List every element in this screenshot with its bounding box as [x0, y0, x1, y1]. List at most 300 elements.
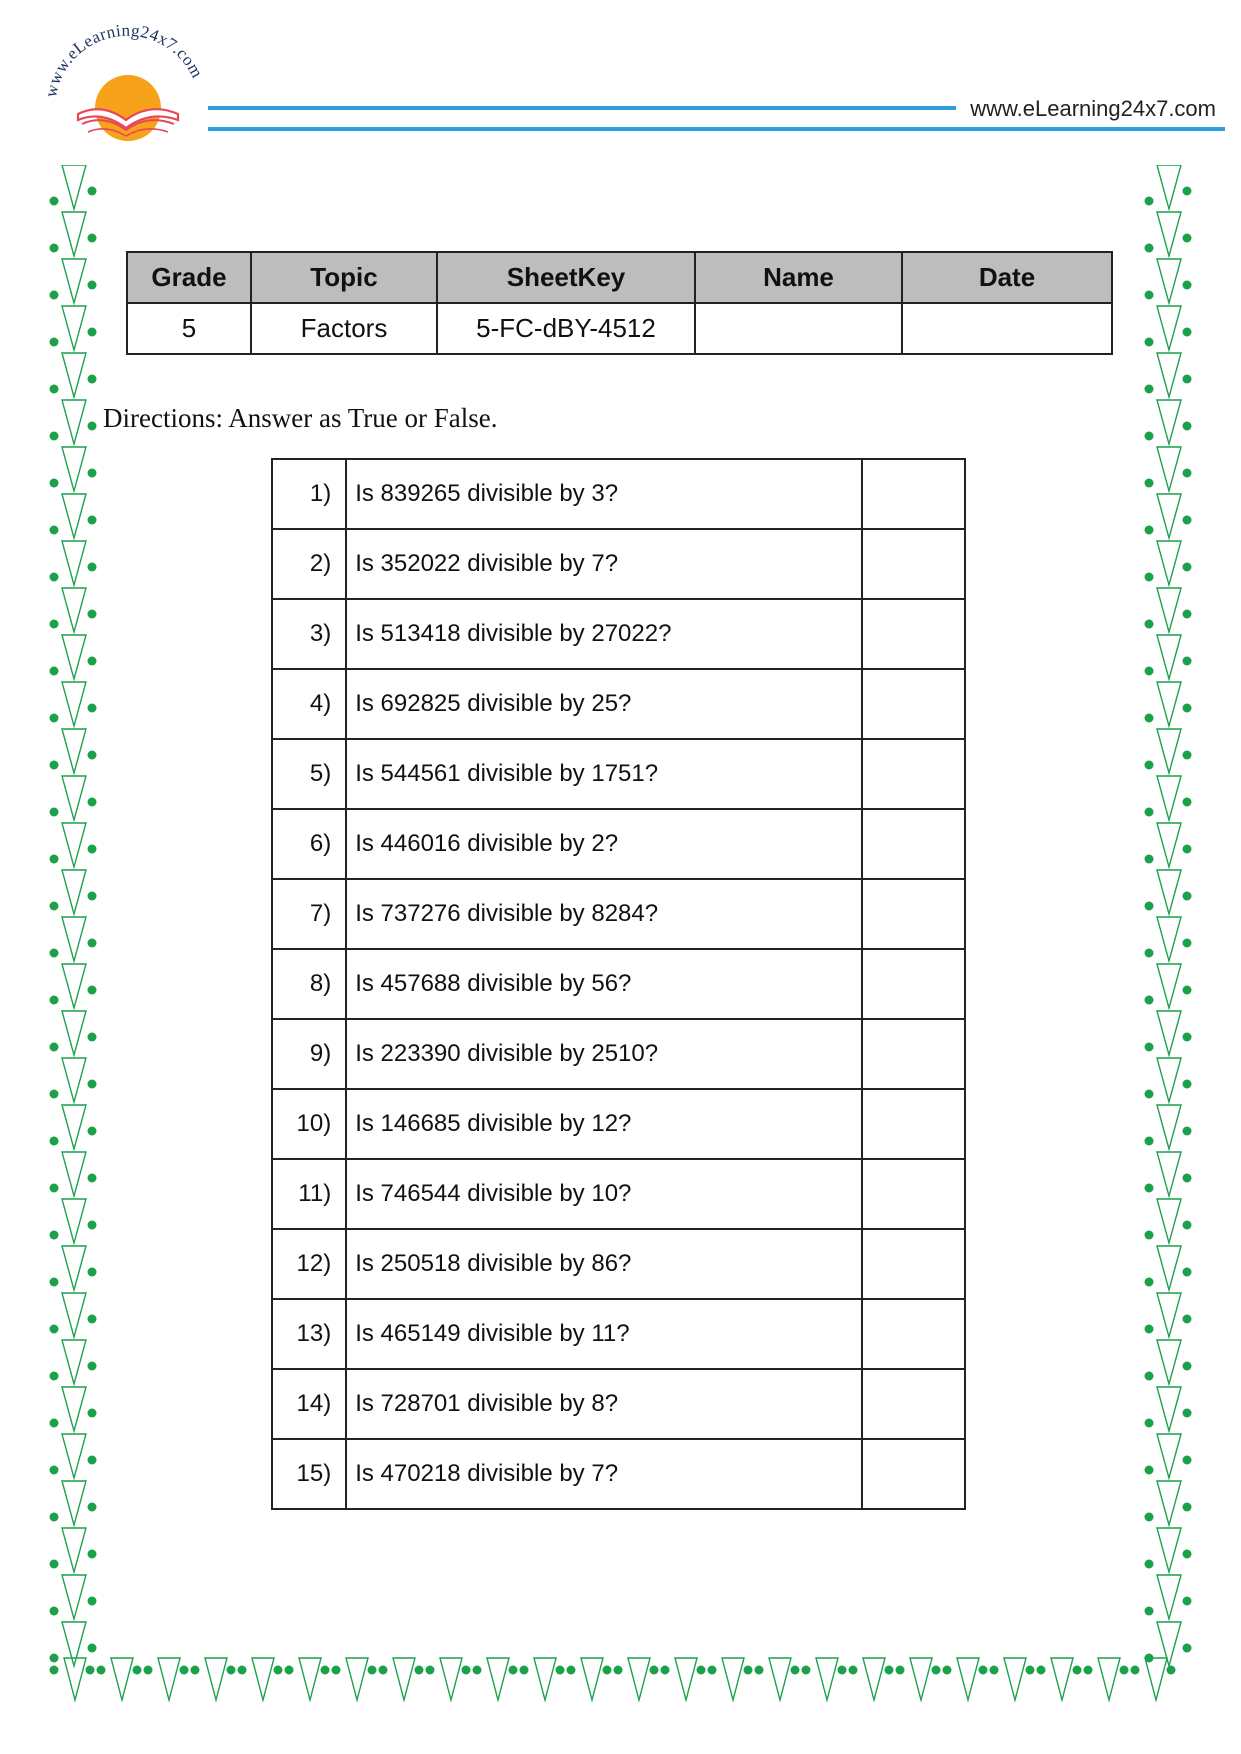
border-dot — [1183, 1503, 1192, 1512]
border-triangle — [1157, 259, 1181, 303]
border-dot — [133, 1666, 142, 1675]
border-dot — [50, 761, 59, 770]
border-dot — [1145, 1137, 1154, 1146]
border-dot — [50, 1043, 59, 1052]
border-triangle — [62, 165, 86, 209]
border-dot — [50, 244, 59, 253]
border-dot — [50, 1666, 59, 1675]
question-number: 8) — [272, 949, 346, 1019]
border-dot — [88, 187, 97, 196]
question-text: Is 692825 divisible by 25? — [346, 669, 861, 739]
answer-box[interactable] — [862, 739, 965, 809]
border-dot — [1167, 1666, 1176, 1675]
border-triangle — [1157, 1340, 1181, 1384]
border-dot — [1183, 516, 1192, 525]
border-dot — [50, 1419, 59, 1428]
border-triangle — [64, 1658, 86, 1700]
border-dot — [50, 385, 59, 394]
border-dot — [88, 1174, 97, 1183]
border-dot — [1183, 1597, 1192, 1606]
border-triangle — [62, 1528, 86, 1572]
border-triangle — [1157, 1293, 1181, 1337]
border-dot — [697, 1666, 706, 1675]
border-dot — [1183, 1127, 1192, 1136]
border-dot — [1073, 1666, 1082, 1675]
answer-box[interactable] — [862, 809, 965, 879]
border-dot — [88, 375, 97, 384]
question-text: Is 746544 divisible by 10? — [346, 1159, 861, 1229]
border-triangle — [62, 1434, 86, 1478]
answer-box[interactable] — [862, 879, 965, 949]
border-dot — [1037, 1666, 1046, 1675]
question-row — [272, 669, 965, 739]
topic-value: Factors — [251, 303, 437, 354]
border-dot — [1145, 667, 1154, 676]
border-triangle — [62, 400, 86, 444]
border-dot — [1183, 187, 1192, 196]
border-dot — [1183, 234, 1192, 243]
border-dot — [744, 1666, 753, 1675]
border-dot — [1084, 1666, 1093, 1675]
border-dot — [97, 1666, 106, 1675]
border-dot — [50, 714, 59, 723]
question-row — [272, 949, 965, 1019]
question-number: 10) — [272, 1089, 346, 1159]
border-dot — [191, 1666, 200, 1675]
decorative-border-left — [46, 165, 102, 1705]
border-triangle — [1157, 823, 1181, 867]
border-triangle — [1098, 1658, 1120, 1700]
border-dot — [567, 1666, 576, 1675]
question-row — [272, 1019, 965, 1089]
border-dot — [614, 1666, 623, 1675]
border-dot — [1120, 1666, 1129, 1675]
border-triangle — [62, 494, 86, 538]
border-triangle — [62, 964, 86, 1008]
border-dot — [1145, 761, 1154, 770]
border-dot — [1183, 657, 1192, 666]
border-triangle — [628, 1658, 650, 1700]
date-header: Date — [902, 252, 1112, 303]
questions-table — [271, 458, 966, 1510]
border-dot — [50, 667, 59, 676]
border-triangle — [62, 776, 86, 820]
border-dot — [50, 1184, 59, 1193]
border-dot — [50, 1090, 59, 1099]
border-triangle — [62, 1199, 86, 1243]
border-triangle — [1157, 776, 1181, 820]
border-triangle — [1145, 1658, 1167, 1700]
border-dot — [321, 1666, 330, 1675]
question-text: Is 513418 divisible by 27022? — [346, 599, 861, 669]
answer-box[interactable] — [862, 1019, 965, 1089]
border-dot — [88, 563, 97, 572]
border-dot — [88, 986, 97, 995]
border-triangle — [1157, 1246, 1181, 1290]
border-dot — [88, 469, 97, 478]
border-triangle — [62, 306, 86, 350]
question-row — [272, 599, 965, 669]
question-text: Is 465149 divisible by 11? — [346, 1299, 861, 1369]
border-triangle — [957, 1658, 979, 1700]
question-number: 15) — [272, 1439, 346, 1509]
question-row — [272, 1299, 965, 1369]
border-dot — [1145, 573, 1154, 582]
border-dot — [1145, 949, 1154, 958]
answer-box[interactable] — [862, 599, 965, 669]
border-dot — [88, 1221, 97, 1230]
border-dot — [88, 939, 97, 948]
border-dot — [791, 1666, 800, 1675]
question-text: Is 146685 divisible by 12? — [346, 1089, 861, 1159]
border-dot — [520, 1666, 529, 1675]
border-dot — [650, 1666, 659, 1675]
border-dot — [88, 751, 97, 760]
border-triangle — [1157, 1152, 1181, 1196]
question-text: Is 737276 divisible by 8284? — [346, 879, 861, 949]
border-dot — [1183, 939, 1192, 948]
question-row — [272, 879, 965, 949]
question-text: Is 839265 divisible by 3? — [346, 459, 861, 529]
border-dot — [50, 808, 59, 817]
border-dot — [88, 1033, 97, 1042]
border-dot — [50, 620, 59, 629]
border-dot — [50, 1278, 59, 1287]
question-number: 12) — [272, 1229, 346, 1299]
date-field[interactable] — [902, 303, 1112, 354]
border-triangle — [62, 1387, 86, 1431]
border-dot — [144, 1666, 153, 1675]
question-row — [272, 1369, 965, 1439]
border-dot — [88, 1597, 97, 1606]
question-text: Is 250518 divisible by 86? — [346, 1229, 861, 1299]
border-dot — [1183, 751, 1192, 760]
border-dot — [1145, 1513, 1154, 1522]
border-dot — [50, 1513, 59, 1522]
border-triangle — [62, 259, 86, 303]
border-dot — [1145, 1560, 1154, 1569]
border-triangle — [910, 1658, 932, 1700]
border-dot — [50, 949, 59, 958]
border-dot — [1183, 1456, 1192, 1465]
border-dot — [990, 1666, 999, 1675]
border-triangle — [1157, 212, 1181, 256]
question-number: 11) — [272, 1159, 346, 1229]
border-dot — [1145, 385, 1154, 394]
grade-header: Grade — [127, 252, 251, 303]
border-dot — [1145, 808, 1154, 817]
border-dot — [1145, 1043, 1154, 1052]
border-triangle — [1157, 1575, 1181, 1619]
border-dot — [50, 479, 59, 488]
border-triangle — [1157, 1387, 1181, 1431]
border-dot — [50, 1372, 59, 1381]
border-dot — [943, 1666, 952, 1675]
border-triangle — [1157, 1058, 1181, 1102]
question-number: 9) — [272, 1019, 346, 1089]
border-dot — [1183, 1550, 1192, 1559]
border-dot — [1131, 1666, 1140, 1675]
border-dot — [509, 1666, 518, 1675]
border-dot — [1145, 1231, 1154, 1240]
topic-header: Topic — [251, 252, 437, 303]
border-dot — [1145, 526, 1154, 535]
border-dot — [88, 1315, 97, 1324]
border-dot — [285, 1666, 294, 1675]
question-row — [272, 739, 965, 809]
answer-box[interactable] — [862, 669, 965, 739]
border-dot — [50, 996, 59, 1005]
question-number: 2) — [272, 529, 346, 599]
sheetkey-header: SheetKey — [437, 252, 695, 303]
border-dot — [88, 1409, 97, 1418]
border-dot — [1145, 244, 1154, 253]
border-dot — [979, 1666, 988, 1675]
border-dot — [50, 1137, 59, 1146]
border-dot — [88, 1456, 97, 1465]
border-triangle — [1157, 917, 1181, 961]
question-number: 4) — [272, 669, 346, 739]
border-triangle — [1157, 1434, 1181, 1478]
border-dot — [1145, 1607, 1154, 1616]
border-triangle — [62, 588, 86, 632]
border-dot — [1183, 1080, 1192, 1089]
elearning-logo — [40, 20, 220, 150]
border-dot — [50, 1231, 59, 1240]
info-header-row — [127, 252, 1112, 303]
border-dot — [88, 798, 97, 807]
border-dot — [1145, 1372, 1154, 1381]
border-triangle — [1157, 1528, 1181, 1572]
border-triangle — [62, 353, 86, 397]
border-dot — [88, 1080, 97, 1089]
border-dot — [50, 291, 59, 300]
border-dot — [50, 197, 59, 206]
border-dot — [1183, 798, 1192, 807]
border-triangle — [62, 1058, 86, 1102]
border-triangle — [1157, 588, 1181, 632]
border-dot — [50, 1466, 59, 1475]
border-triangle — [769, 1658, 791, 1700]
border-triangle — [62, 870, 86, 914]
answer-box[interactable] — [862, 1439, 965, 1509]
border-dot — [1145, 291, 1154, 300]
question-text: Is 544561 divisible by 1751? — [346, 739, 861, 809]
border-dot — [50, 573, 59, 582]
border-dot — [88, 281, 97, 290]
border-dot — [802, 1666, 811, 1675]
border-triangle — [62, 1011, 86, 1055]
border-dot — [1145, 1466, 1154, 1475]
border-dot — [1183, 1362, 1192, 1371]
border-triangle — [1157, 1199, 1181, 1243]
border-dot — [1183, 281, 1192, 290]
answer-box[interactable] — [862, 949, 965, 1019]
border-dot — [86, 1666, 95, 1675]
border-triangle — [205, 1658, 227, 1700]
border-dot — [50, 432, 59, 441]
border-triangle — [62, 1575, 86, 1619]
border-dot — [88, 1550, 97, 1559]
border-triangle — [299, 1658, 321, 1700]
border-dot — [1145, 197, 1154, 206]
border-dot — [368, 1666, 377, 1675]
border-triangle — [1157, 870, 1181, 914]
question-row — [272, 459, 965, 529]
border-triangle — [1157, 729, 1181, 773]
border-dot — [88, 1503, 97, 1512]
border-triangle — [1157, 306, 1181, 350]
question-text: Is 728701 divisible by 8? — [346, 1369, 861, 1439]
border-triangle — [1157, 353, 1181, 397]
border-dot — [1145, 1184, 1154, 1193]
question-text: Is 223390 divisible by 2510? — [346, 1019, 861, 1089]
border-dot — [755, 1666, 764, 1675]
answer-box[interactable] — [862, 529, 965, 599]
border-triangle — [1157, 1481, 1181, 1525]
border-triangle — [252, 1658, 274, 1700]
answer-box[interactable] — [862, 1299, 965, 1369]
question-text: Is 446016 divisible by 2? — [346, 809, 861, 879]
border-triangle — [863, 1658, 885, 1700]
border-dot — [1183, 328, 1192, 337]
border-triangle — [1157, 682, 1181, 726]
border-dot — [1183, 845, 1192, 854]
answer-box[interactable] — [862, 459, 965, 529]
border-dot — [379, 1666, 388, 1675]
border-dot — [849, 1666, 858, 1675]
border-dot — [896, 1666, 905, 1675]
border-triangle — [62, 541, 86, 585]
border-triangle — [62, 212, 86, 256]
border-dot — [227, 1666, 236, 1675]
border-dot — [1145, 479, 1154, 488]
border-triangle — [111, 1658, 133, 1700]
border-triangle — [62, 447, 86, 491]
border-dot — [838, 1666, 847, 1675]
border-dot — [180, 1666, 189, 1675]
answer-box[interactable] — [862, 1369, 965, 1439]
border-triangle — [1157, 635, 1181, 679]
site-url[interactable]: www.eLearning24x7.com — [970, 96, 1216, 121]
border-dot — [1145, 714, 1154, 723]
border-dot — [1183, 1174, 1192, 1183]
border-triangle — [62, 729, 86, 773]
border-dot — [50, 855, 59, 864]
border-dot — [1145, 338, 1154, 347]
border-dot — [1183, 892, 1192, 901]
border-dot — [88, 704, 97, 713]
border-triangle — [1157, 494, 1181, 538]
question-text: Is 457688 divisible by 56? — [346, 949, 861, 1019]
border-dot — [1183, 704, 1192, 713]
question-text: Is 470218 divisible by 7? — [346, 1439, 861, 1509]
question-row — [272, 1439, 965, 1509]
decorative-border-right — [1141, 165, 1197, 1705]
border-dot — [1145, 1325, 1154, 1334]
border-dot — [50, 1607, 59, 1616]
border-dot — [88, 516, 97, 525]
border-triangle — [62, 823, 86, 867]
border-triangle — [62, 635, 86, 679]
border-dot — [473, 1666, 482, 1675]
question-row — [272, 529, 965, 599]
svg-text:www.eLearning24x7.com: www.eLearning24x7.com — [41, 20, 207, 99]
border-dot — [1145, 996, 1154, 1005]
border-dot — [556, 1666, 565, 1675]
directions-text: Directions: Answer as True or False. — [103, 403, 498, 433]
border-triangle — [1157, 400, 1181, 444]
name-field[interactable] — [695, 303, 902, 354]
border-triangle — [675, 1658, 697, 1700]
border-triangle — [158, 1658, 180, 1700]
question-row — [272, 1159, 965, 1229]
border-dot — [1183, 375, 1192, 384]
border-triangle — [62, 1293, 86, 1337]
border-triangle — [1157, 1011, 1181, 1055]
border-dot — [708, 1666, 717, 1675]
border-triangle — [346, 1658, 368, 1700]
border-triangle — [1051, 1658, 1073, 1700]
border-triangle — [62, 1481, 86, 1525]
question-text: Is 352022 divisible by 7? — [346, 529, 861, 599]
border-triangle — [62, 1105, 86, 1149]
border-triangle — [487, 1658, 509, 1700]
border-triangle — [1157, 1105, 1181, 1149]
border-dot — [1145, 902, 1154, 911]
border-triangle — [722, 1658, 744, 1700]
border-triangle — [1157, 165, 1181, 209]
border-dot — [50, 1560, 59, 1569]
border-dot — [88, 845, 97, 854]
border-dot — [88, 422, 97, 431]
question-number: 13) — [272, 1299, 346, 1369]
border-dot — [88, 657, 97, 666]
border-dot — [50, 1325, 59, 1334]
question-row — [272, 1089, 965, 1159]
border-triangle — [1157, 541, 1181, 585]
border-dot — [50, 526, 59, 535]
border-dot — [462, 1666, 471, 1675]
border-dot — [332, 1666, 341, 1675]
border-dot — [1145, 855, 1154, 864]
border-triangle — [534, 1658, 556, 1700]
border-dot — [50, 338, 59, 347]
question-number: 7) — [272, 879, 346, 949]
border-dot — [1183, 1033, 1192, 1042]
border-dot — [1026, 1666, 1035, 1675]
answer-box[interactable] — [862, 1089, 965, 1159]
header-rule-bottom — [208, 127, 1225, 131]
info-value-row — [127, 303, 1112, 354]
border-dot — [426, 1666, 435, 1675]
border-triangle — [62, 682, 86, 726]
border-triangle — [816, 1658, 838, 1700]
border-dot — [1183, 1409, 1192, 1418]
question-number: 6) — [272, 809, 346, 879]
grade-value: 5 — [127, 303, 251, 354]
border-dot — [1183, 986, 1192, 995]
border-dot — [1183, 1268, 1192, 1277]
question-number: 5) — [272, 739, 346, 809]
border-dot — [88, 892, 97, 901]
answer-box[interactable] — [862, 1159, 965, 1229]
border-dot — [603, 1666, 612, 1675]
border-dot — [88, 1268, 97, 1277]
border-dot — [88, 1362, 97, 1371]
header-rule-top — [208, 106, 956, 110]
answer-box[interactable] — [862, 1229, 965, 1299]
